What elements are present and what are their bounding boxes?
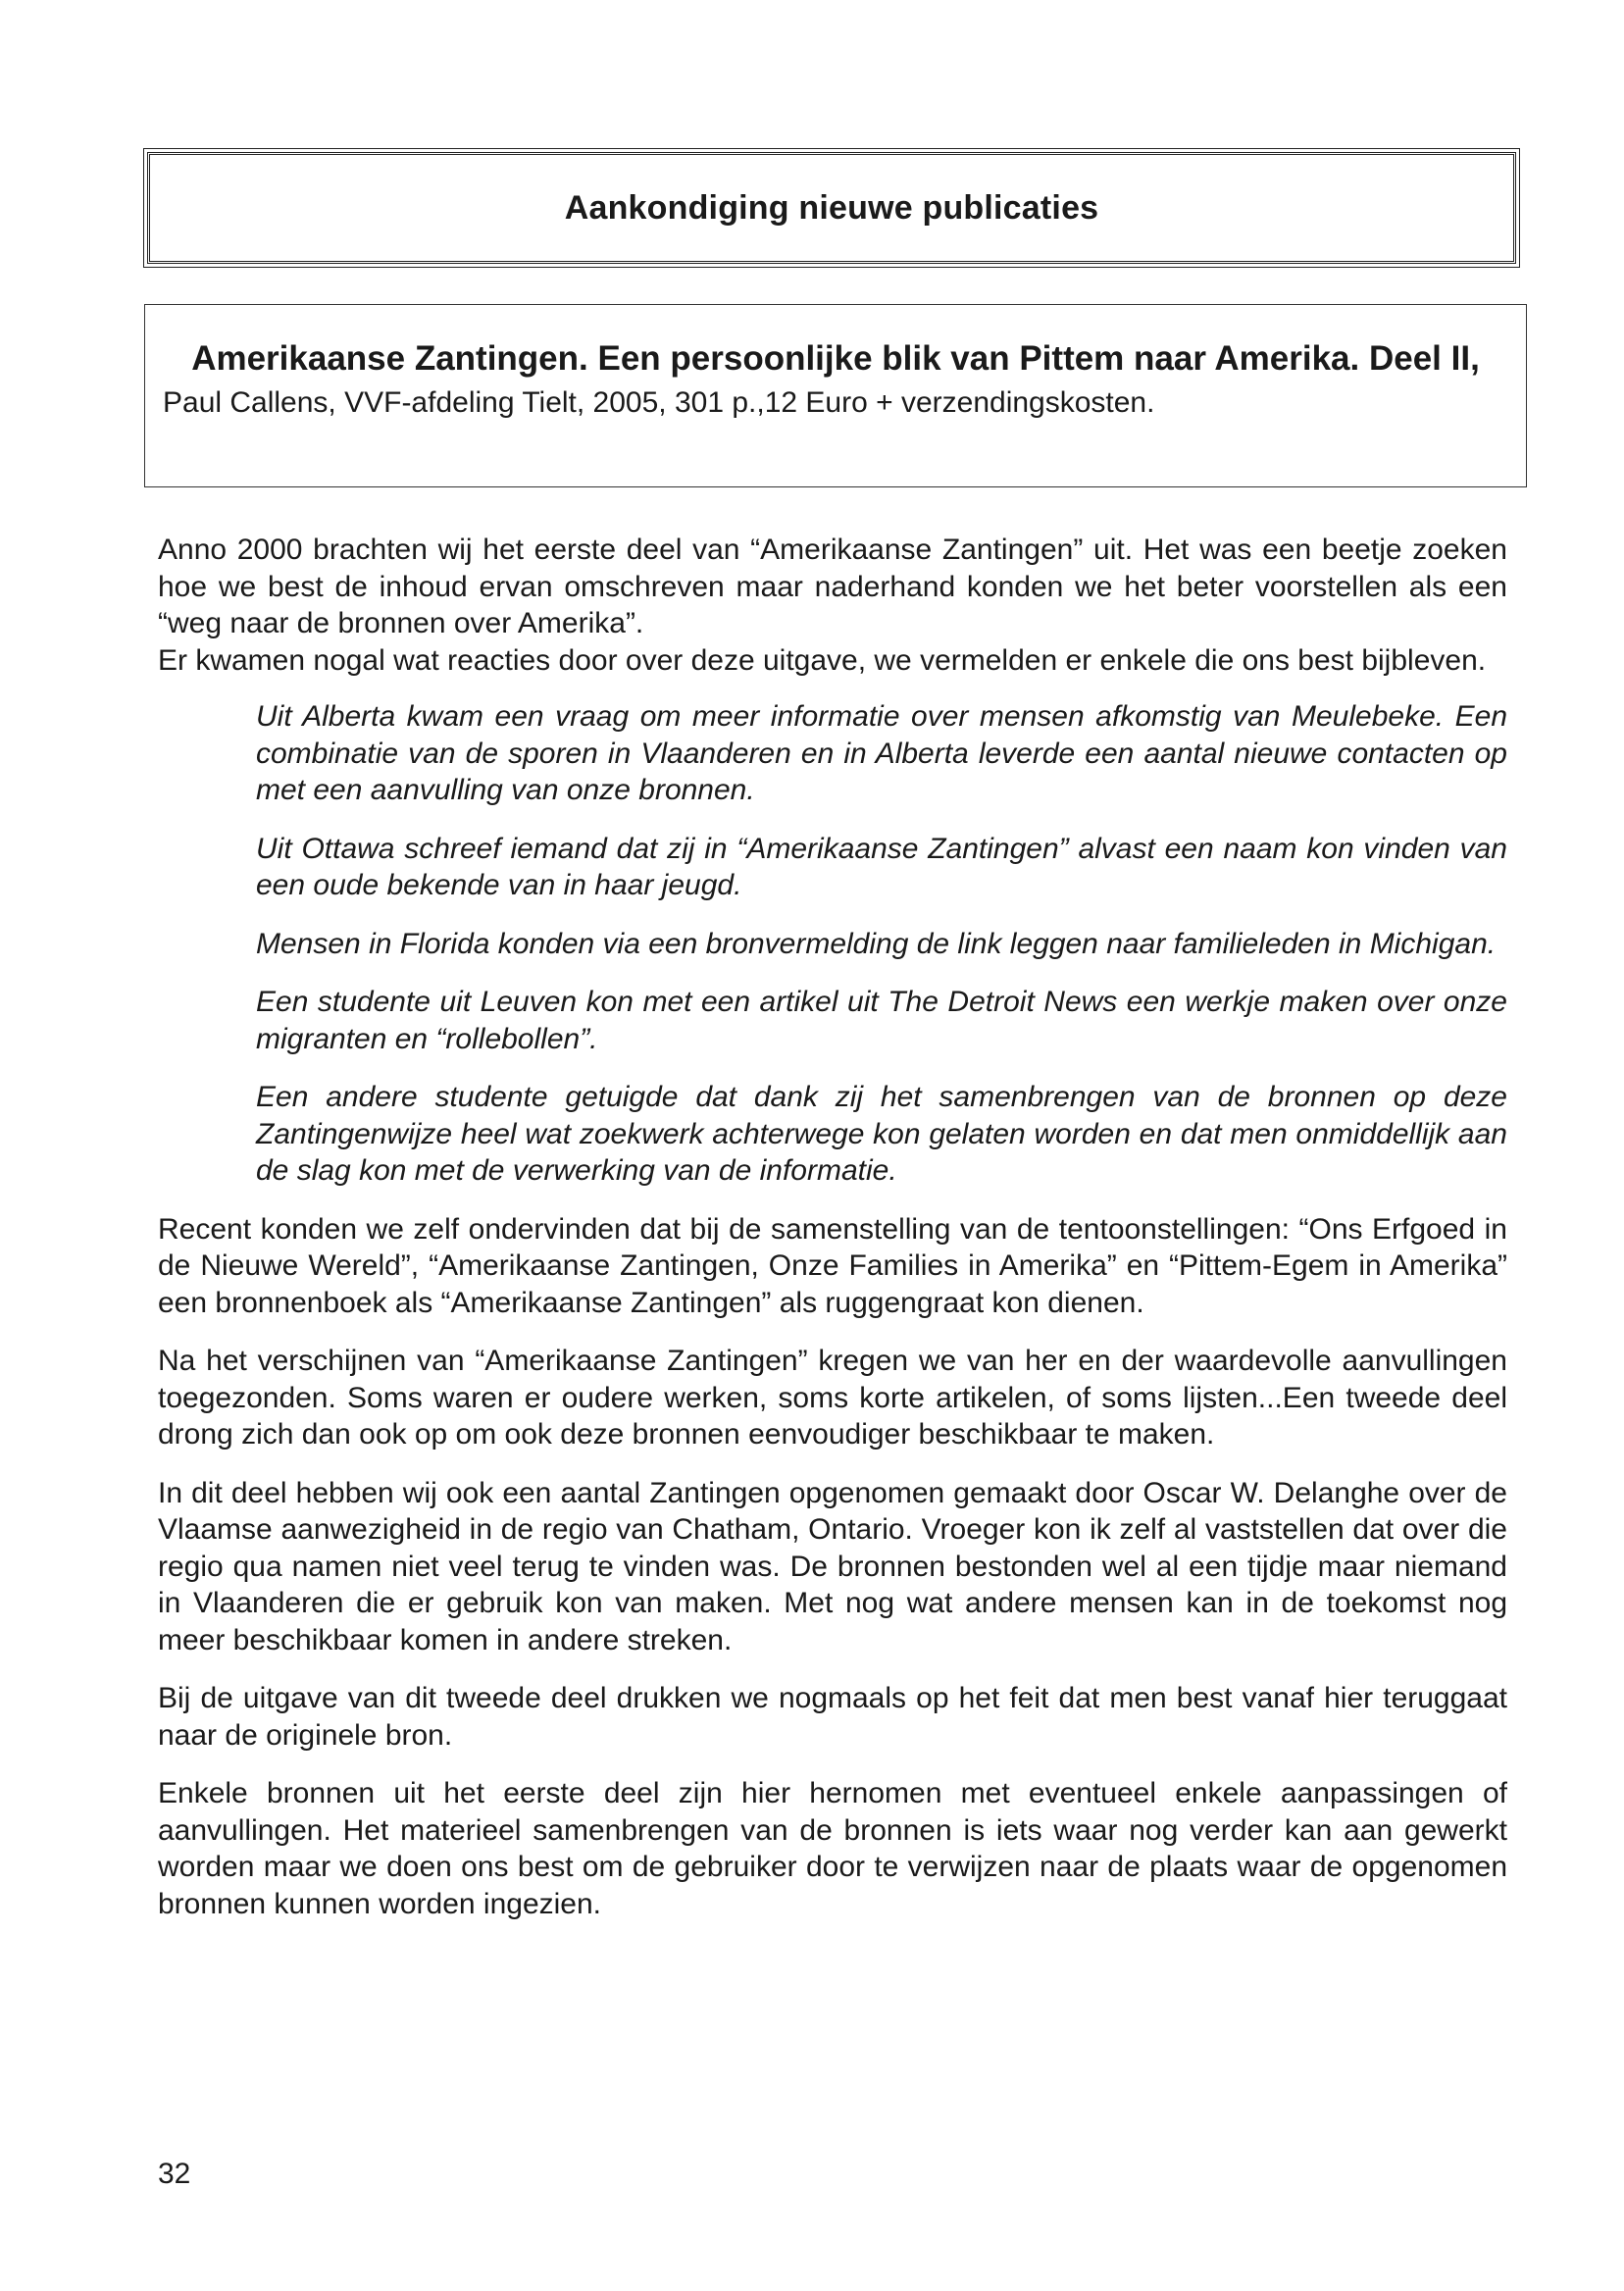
publication-box bbox=[144, 304, 1527, 487]
paragraph-reactions-intro: Er kwamen nogal wat reacties door over deze uitgave, we vermelden er enkele die ons best bijbleven. bbox=[158, 643, 1487, 677]
section-title: Aankondiging nieuwe publicaties bbox=[564, 188, 1099, 227]
reaction-quote: Een studente uit Leuven kon met een artikel uit The Detroit News een werkje maken over onze migranten en “rollebollen”. bbox=[256, 986, 1507, 1055]
paragraph: Na het verschijnen van “Amerikaanse Zantingen” kregen we van her en der waardevolle aanvullingen toegezonden. Soms waren er oudere werken, soms korte artikelen, of soms lijsten...Een tweede deel drong zich dan ook op om ook deze bronnen eenvoudiger beschikbaar te maken. bbox=[158, 1345, 1507, 1451]
paragraph-intro: Anno 2000 brachten wij het eerste deel van “Amerikaanse Zantingen” uit. Het was een beetje zoeken hoe we best de inhoud ervan omschreven maar naderhand konden we het beter voorstellen als een “weg naar de bronnen over Amerika”. bbox=[158, 534, 1507, 639]
reaction-quote: Uit Ottawa schreef iemand dat zij in “Amerikaanse Zantingen” alvast een naam kon vinden van een oude bekende van in haar jeugd. bbox=[256, 832, 1507, 901]
article-body bbox=[158, 532, 1507, 1944]
publication-meta: Paul Callens, VVF-afdeling Tielt, 2005, 301 p.,12 Euro + verzendingskosten. bbox=[163, 386, 1155, 419]
paragraph: Recent konden we zelf ondervinden dat bij de samenstelling van de tentoonstellingen: “Ons Erfgoed in de Nieuwe Wereld”, “Amerikaanse Zantingen, Onze Families in Amerika” en “Pittem-Egem in Amerika” een bronnenboek als “Amerikaanse Zantingen” als ruggengraat kon dienen. bbox=[158, 1212, 1507, 1319]
section-header-box bbox=[147, 152, 1516, 264]
page-number: 32 bbox=[158, 2158, 191, 2190]
paragraph: Bij de uitgave van dit tweede deel drukken we nogmaals op het feit dat men best vanaf hier teruggaat naar de originele bron. bbox=[158, 1682, 1507, 1752]
publication-title: Amerikaanse Zantingen. Een persoonlijke blik van Pittem naar Amerika. Deel II, bbox=[191, 339, 1480, 378]
reaction-quote: Een andere studente getuigde dat dank zij het samenbrengen van de bronnen op deze Zantingenwijze heel wat zoekwerk achterwege kon gelaten worden en dat men onmiddellijk aan de slag kon met de verwerking van de informatie. bbox=[256, 1081, 1507, 1187]
reaction-quote: Mensen in Florida konden via een bronvermelding de link leggen naar familieleden in Michigan. bbox=[256, 927, 1497, 960]
reactions-list bbox=[158, 698, 1507, 1190]
paragraph: In dit deel hebben wij ook een aantal Zantingen opgenomen gemaakt door Oscar W. Delanghe over de Vlaamse aanwezigheid in de regio van Chatham, Ontario. Vroeger kon ik zelf al vaststellen dat over die regio qua namen niet veel terug te vinden was. De bronnen bestonden wel al een tijdje maar niemand in Vlaanderen die er gebruik kon van maken. Met nog wat andere mensen kan in de toekomst nog meer beschikbaar komen in andere streken. bbox=[158, 1476, 1507, 1656]
paragraph: Enkele bronnen uit het eerste deel zijn hier hernomen met eventueel enkele aanpassingen of aanvullingen. Het materieel samenbrengen van de bronnen is iets waar nog verder kan aan gewerkt worden maar we doen ons best om de gebruiker door te verwijzen naar de plaats waar de opgenomen bronnen kunnen worden ingezien. bbox=[158, 1777, 1507, 1920]
reaction-quote: Uit Alberta kwam een vraag om meer informatie over mensen afkomstig van Meulebeke. Een combinatie van de sporen in Vlaanderen en in Alberta leverde een aantal nieuwe contacten op met een aanvulling van onze bronnen. bbox=[256, 700, 1507, 806]
